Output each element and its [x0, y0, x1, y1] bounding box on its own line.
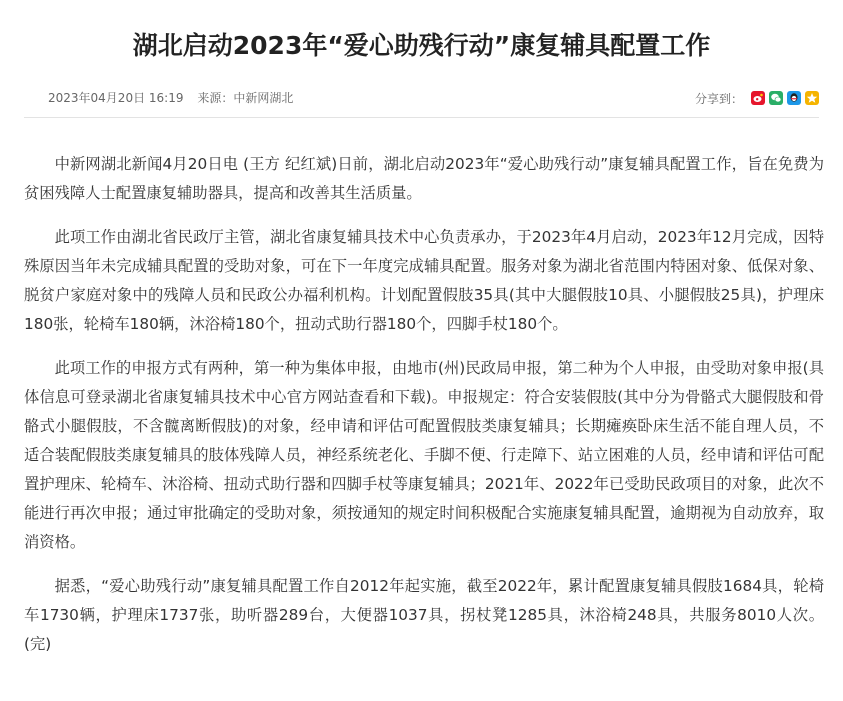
paragraph: 中新网湖北新闻4月20日电 (王方 纪红斌)日前，湖北启动2023年“爱心助残行动”康复辅具配置工作，旨在免费为贫困残障人士配置康复辅助器具，提高和改善其生活质量。 — [24, 155, 824, 202]
paragraph: 此项工作由湖北省民政厅主管，湖北省康复辅具技术中心负责承办，于2023年4月启动，2023年12月完成，因特殊原因当年未完成辅具配置的受助对象，可在下一年度完成辅具配置。服务对象为湖北省范围内特困对象、低保对象、脱贫户家庭对象中的残障人员和民政公办福利机构。计划配置假肢35具(其中大腿假肢10具、小腿假肢25具)，护理床180张，轮椅车180辆，沐浴椅180个，扭动式助行器180个，四脚手杖180个。 — [24, 228, 824, 333]
article-meta — [48, 89, 293, 107]
qzone-icon[interactable] — [805, 91, 819, 105]
article-source: 来源：中新网湖北 — [197, 91, 294, 105]
share-bar — [695, 89, 819, 107]
article-title: 湖北启动2023年“爱心助残行动”康复辅具配置工作 — [132, 31, 711, 60]
weibo-icon[interactable] — [751, 91, 765, 105]
paragraph: 此项工作的申报方式有两种，第一种为集体申报，由地市(州)民政局申报，第二种为个人申报，由受助对象申报(具体信息可登录湖北省康复辅具技术中心官方网站查看和下载)。申报规定：符合安装假肢(其中分为骨骼式大腿假肢和骨骼式小腿假肢，不含髋离断假肢)的对象，经申请和评估可配置假肢类康复辅具；长期瘫痪卧床生活不能自理人员，不适合装配假肢类康复辅具的肢体残障人员，神经系统老化、手脚不便、行走障下、站立困难的人员，经申请和评估可配置护理床、轮椅车、沐浴椅、扭动式助行器和四脚手杖等康复辅具；2021年、2022年已受助民政项目的对象，此次不能进行再次申报；通过审批确定的受助对象，须按通知的规定时间积极配合实施康复辅具配置，逾期视为自动放弃，取消资格。 — [24, 359, 824, 551]
qq-icon[interactable] — [787, 91, 801, 105]
article-body — [24, 150, 824, 674]
header-divider — [24, 117, 819, 118]
paragraph: 据悉，“爱心助残行动”康复辅具配置工作自2012年起实施，截至2022年，累计配置康复辅具假肢1684具，轮椅车1730辆，护理床1737张，助听器289台，大便器1037具，拐杖凳1285具，沐浴椅248具，共服务8010人次。(完) — [24, 577, 824, 653]
wechat-icon[interactable] — [769, 91, 783, 105]
share-label: 分享到： — [694, 91, 743, 106]
publish-date: 2023年04月20日 16:19 — [48, 91, 184, 105]
